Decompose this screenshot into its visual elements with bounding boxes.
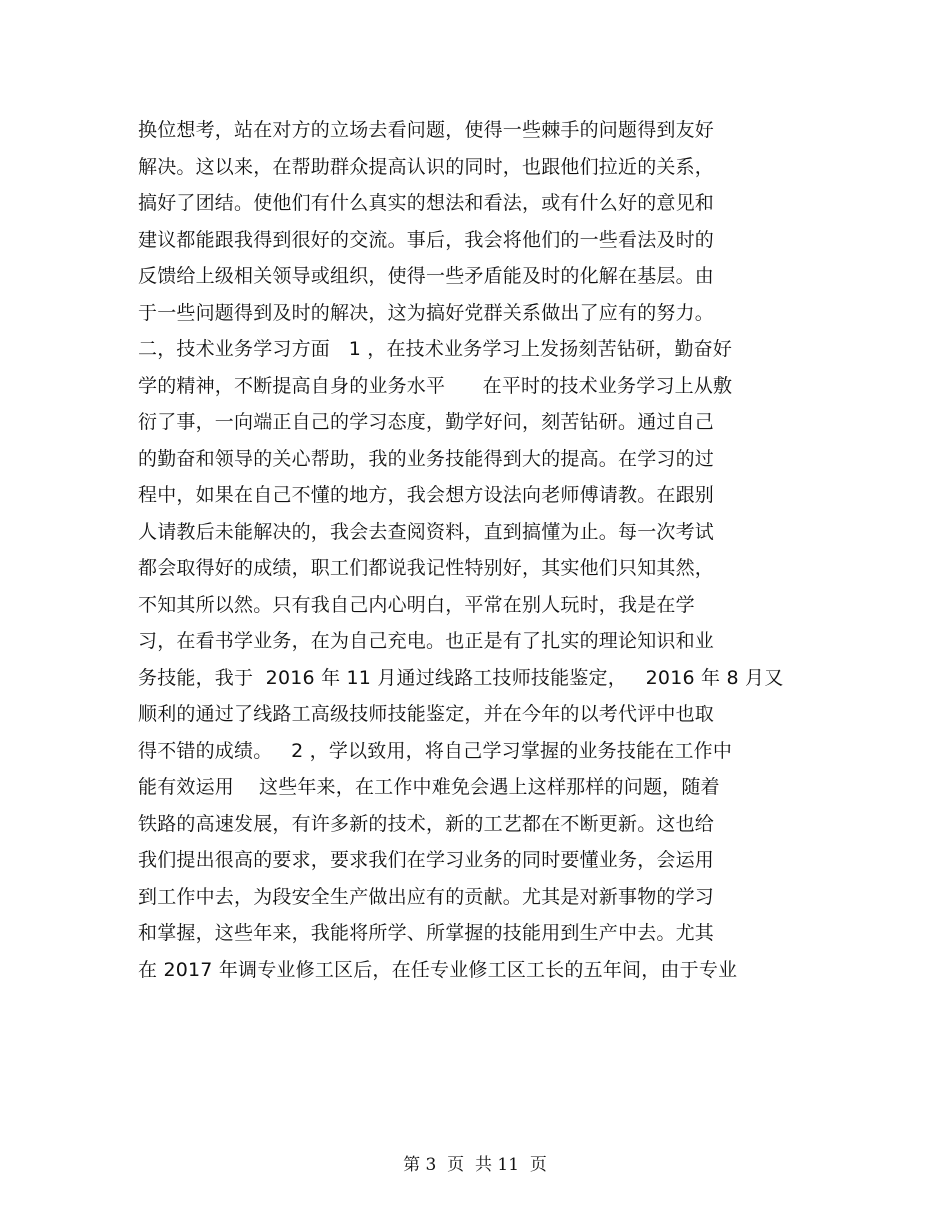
text-line: 解决。这以来，在帮助群众提高认识的同时，也跟他们拉近的关系， xyxy=(138,155,715,178)
text-line: 到工作中去，为段安全生产做出应有的贡献。尤其是对新事物的学习 xyxy=(138,885,715,908)
text-line: 和掌握，这些年来，我能将所学、所掌握的技能用到生产中去。尤其 xyxy=(138,922,715,944)
text-line: 学的精神，不断提高自身的业务水平 在平时的技术业务学习上从敷 xyxy=(138,374,733,397)
text-line: 反馈给上级相关领导或组织，使得一些矛盾能及时的化解在基层。由 xyxy=(138,265,715,287)
text-line: 建议都能跟我得到很好的交流。事后，我会将他们的一些看法及时的 xyxy=(138,228,715,251)
text-line: 程中，如果在自己不懂的地方，我会想方设法向老师傅请教。在跟别 xyxy=(138,484,715,506)
text-line: 在 2017 年调专业修工区后，在任专业修工区工长的五年间，由于专业 xyxy=(138,958,738,981)
text-line: 换位想考，站在对方的立场去看问题，使得一些棘手的问题得到友好 xyxy=(138,119,715,141)
text-line: 能有效运用 这些年来，在工作中难免会遇上这样那样的问题，随着 xyxy=(138,776,720,798)
text-line: 得不错的成绩。 2 ，学以致用，将自己学习掌握的业务技能在工作中 xyxy=(138,739,733,762)
text-line: 习，在看书学业务，在为自己充电。也正是有了扎实的理论知识和业 xyxy=(138,630,715,652)
text-line: 顺利的通过了线路工高级技师技能鉴定，并在今年的以考代评中也取 xyxy=(138,703,715,725)
text-line: 于一些问题得到及时的解决，这为搞好党群关系做出了应有的努力。 xyxy=(138,301,715,324)
text-line: 人请教后未能解决的，我会去查阅资料，直到搞懂为止。每一次考试 xyxy=(138,520,715,543)
text-line: 衍了事，一向端正自己的学习态度，勤学好问，刻苦钻研。通过自己 xyxy=(138,411,715,433)
text-line: 的勤奋和领导的关心帮助，我的业务技能得到大的提高。在学习的过 xyxy=(138,447,715,470)
text-line: 不知其所以然。只有我自己内心明白，平常在别人玩时，我是在学 xyxy=(138,593,695,616)
text-line: 我们提出很高的要求，要求我们在学习业务的同时要懂业务，会运用 xyxy=(138,849,715,871)
text-line: 铁路的高速发展，有许多新的技术，新的工艺都在不断更新。这也给 xyxy=(138,812,715,835)
page-number-footer: 第 3 页 共 11 页 xyxy=(403,1155,547,1175)
text-line: 都会取得好的成绩，职工们都说我记性特别好，其实他们只知其然， xyxy=(138,557,715,579)
body-text xyxy=(138,112,818,988)
text-line: 二，技术业务学习方面 1 ，在技术业务学习上发扬刻苦钻研，勤奋好 xyxy=(138,338,733,360)
text-line: 务技能，我于 2016 年 11 月通过线路工技师技能鉴定， 2016 年 8 月又 xyxy=(138,666,784,689)
text-line: 搞好了团结。使他们有什么真实的想法和看法，或有什么好的意见和 xyxy=(138,192,715,214)
